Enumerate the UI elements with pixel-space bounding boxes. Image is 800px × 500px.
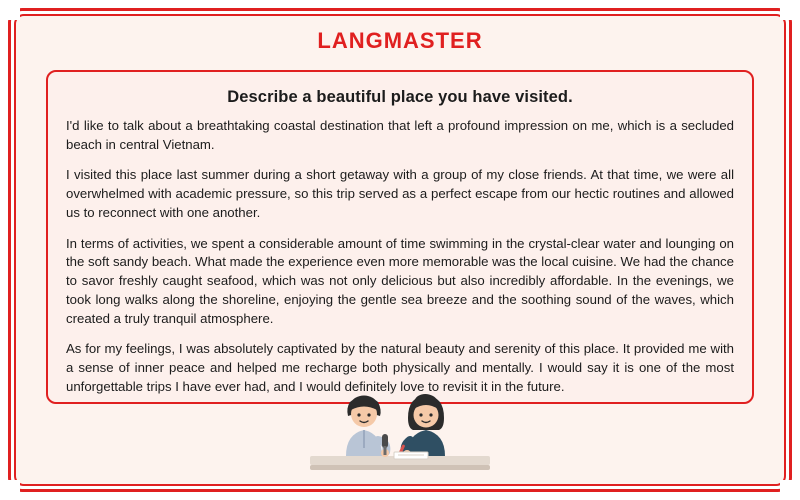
brand-logo: LANGMASTER: [317, 28, 483, 53]
content-area: [14, 14, 786, 486]
paragraph: I visited this place last summer during a short getaway with a group of my close friends. At that time, we were all overwhelmed with academic pressure, so this trip served as a perfect escape from our hectic routines and allowed us to reconnect with one another.: [66, 167, 734, 220]
page-title: Describe a beautiful place you have visited.: [227, 88, 573, 106]
paragraph: I'd like to talk about a breathtaking coastal destination that left a profound impression on me, which is a secluded beach in central Vietnam.: [66, 118, 734, 152]
two-students-speaking-illustration: [290, 382, 510, 478]
paragraph: In terms of activities, we spent a considerable amount of time swimming in the crystal-clear water and lounging on the soft sandy beach. What made the experience even more memorable was the local cuisine. We had the chance to savor freshly caught seafood, which was not only delicious but also incredibly affordable. In the evenings, we took long walks along the shoreline, enjoying the gentle sea breeze and the soothing sound of the waves, which created a truly tranquil atmosphere.: [66, 235, 734, 326]
paragraph: As for my feelings, I was absolutely captivated by the natural beauty and serenity of this place. It provided me with a sense of inner peace and helped me recharge both physically and mentally. I would say it is one of the most unforgettable trips I have ever had, and I would definitely love to revisit it in the future.: [66, 341, 734, 394]
essay-card: [46, 70, 754, 404]
